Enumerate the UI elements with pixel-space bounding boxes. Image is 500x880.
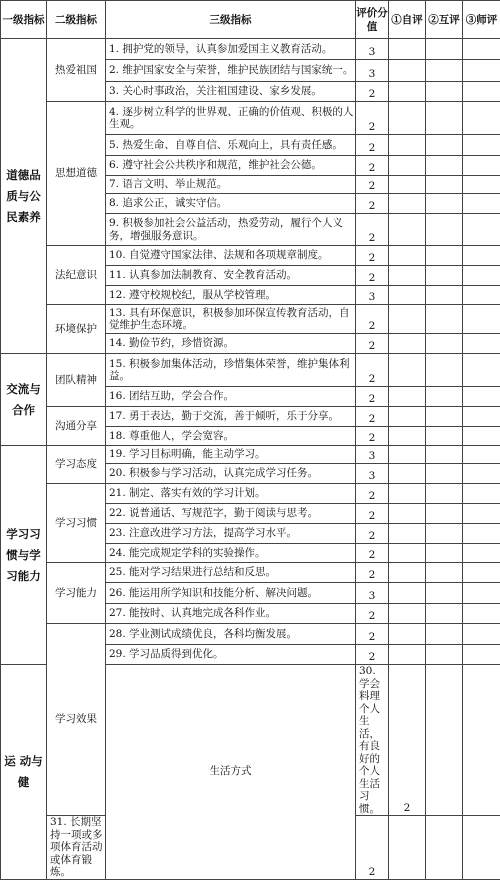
criterion-text: 17. 勇于表达，勤于交流，善于倾听，乐于分享。 bbox=[106, 407, 356, 427]
peer-eval-cell[interactable] bbox=[426, 504, 463, 524]
level1-cell: 学习习惯与学习能力 bbox=[1, 446, 47, 665]
criterion-text: 15. 积极参加集体活动，珍惜集体荣誉，维护集体利益。 bbox=[106, 354, 356, 387]
peer-eval-cell[interactable] bbox=[426, 583, 463, 604]
score-value: 2 bbox=[356, 334, 389, 354]
header-level3: 三级指标 bbox=[106, 1, 356, 39]
score-value: 2 bbox=[356, 266, 389, 286]
header-level2: 二级指标 bbox=[47, 1, 106, 39]
level2-cell-environment: 环境保护 bbox=[47, 305, 106, 354]
header-level1: 一级指标 bbox=[1, 1, 47, 39]
peer-eval-cell[interactable] bbox=[426, 387, 463, 407]
criterion-text: 26. 能运用所学知识和技能分析、解决问题。 bbox=[106, 583, 356, 604]
score-value: 2 bbox=[356, 102, 389, 135]
peer-eval-cell[interactable] bbox=[426, 354, 463, 387]
teacher-eval-cell[interactable] bbox=[463, 464, 500, 484]
score-value: 3 bbox=[356, 286, 389, 305]
peer-eval-cell[interactable] bbox=[426, 816, 463, 880]
self-eval-cell[interactable] bbox=[389, 484, 426, 504]
criterion-text: 4. 逐步树立科学的世界观、正确的价值观、积极的人生观。 bbox=[106, 102, 356, 135]
self-eval-cell[interactable] bbox=[389, 334, 426, 354]
self-eval-cell[interactable] bbox=[389, 464, 426, 484]
peer-eval-cell[interactable] bbox=[426, 464, 463, 484]
teacher-eval-cell[interactable] bbox=[463, 305, 500, 334]
criterion-text: 22. 说普通话、写规范字，勤于阅读与思考。 bbox=[106, 504, 356, 524]
criterion-text: 29. 学习品质得到优化。 bbox=[106, 645, 356, 665]
self-eval-cell[interactable] bbox=[389, 246, 426, 266]
criterion-text: 19. 学习目标明确，能主动学习。 bbox=[106, 446, 356, 464]
self-eval-cell[interactable] bbox=[389, 305, 426, 334]
peer-eval-cell[interactable] bbox=[426, 407, 463, 427]
teacher-eval-cell[interactable] bbox=[463, 266, 500, 286]
peer-eval-cell[interactable] bbox=[426, 484, 463, 504]
score-value: 3 bbox=[356, 39, 389, 60]
teacher-eval-cell[interactable] bbox=[463, 446, 500, 464]
score-value: 2 bbox=[356, 624, 389, 645]
peer-eval-cell[interactable] bbox=[463, 665, 500, 816]
score-value: 2 bbox=[356, 645, 389, 665]
criterion-text: 16. 团结互助，学会合作。 bbox=[106, 387, 356, 407]
criterion-text: 28. 学业测试成绩优良，各科均衡发展。 bbox=[106, 624, 356, 645]
criterion-text: 3. 关心时事政治，关注祖国建设、家乡发展。 bbox=[106, 82, 356, 102]
teacher-eval-cell[interactable] bbox=[463, 524, 500, 544]
teacher-eval-cell[interactable] bbox=[463, 427, 500, 446]
teacher-eval-cell[interactable] bbox=[463, 504, 500, 524]
self-eval-cell[interactable] bbox=[389, 645, 426, 665]
score-value: 2 bbox=[389, 665, 426, 816]
level2-cell-outcome: 学习效果 bbox=[47, 624, 106, 816]
table-row bbox=[1, 484, 500, 504]
score-value: 3 bbox=[356, 446, 389, 464]
criterion-text: 24. 能完成规定学科的实验操作。 bbox=[106, 544, 356, 563]
self-eval-cell[interactable] bbox=[389, 524, 426, 544]
self-eval-cell[interactable] bbox=[389, 39, 426, 60]
self-eval-cell[interactable] bbox=[389, 387, 426, 407]
self-eval-cell[interactable] bbox=[389, 563, 426, 583]
peer-eval-cell[interactable] bbox=[426, 82, 463, 102]
score-value: 2 bbox=[356, 246, 389, 266]
table-row bbox=[1, 446, 500, 464]
peer-eval-cell[interactable] bbox=[426, 604, 463, 624]
teacher-eval-cell[interactable] bbox=[463, 624, 500, 645]
criterion-text: 7. 语言文明、举止规范。 bbox=[106, 176, 356, 194]
peer-eval-cell[interactable] bbox=[426, 544, 463, 563]
score-value: 2 bbox=[356, 544, 389, 563]
criterion-text: 30. 学会料理个人生活，有良好的个人生活习惯。 bbox=[356, 665, 389, 816]
peer-eval-cell[interactable] bbox=[426, 427, 463, 446]
self-eval-cell[interactable] bbox=[389, 214, 426, 246]
self-eval-cell[interactable] bbox=[389, 60, 426, 82]
criterion-text: 23. 注意改进学习方法，提高学习水平。 bbox=[106, 524, 356, 544]
score-value: 2 bbox=[356, 387, 389, 407]
table-row bbox=[1, 624, 500, 645]
criterion-text: 21. 制定、落实有效的学习计划。 bbox=[106, 484, 356, 504]
peer-eval-cell[interactable] bbox=[426, 266, 463, 286]
table-body bbox=[1, 39, 500, 880]
score-value: 2 bbox=[356, 524, 389, 544]
table-row bbox=[1, 39, 500, 60]
score-value: 2 bbox=[356, 604, 389, 624]
score-value: 2 bbox=[356, 135, 389, 156]
self-eval-cell[interactable] bbox=[389, 427, 426, 446]
score-value: 2 bbox=[356, 194, 389, 214]
self-eval-cell[interactable] bbox=[389, 354, 426, 387]
score-value: 2 bbox=[356, 176, 389, 194]
peer-eval-cell[interactable] bbox=[426, 194, 463, 214]
level1-cell: 运 动与 健 bbox=[1, 665, 47, 880]
teacher-eval-cell[interactable] bbox=[463, 39, 500, 60]
peer-eval-cell[interactable] bbox=[426, 624, 463, 645]
teacher-eval-cell[interactable] bbox=[463, 407, 500, 427]
header-score: 评价分值 bbox=[356, 1, 389, 39]
self-eval-cell[interactable] bbox=[389, 407, 426, 427]
header-teacher-eval: ③师评 bbox=[463, 1, 500, 39]
peer-eval-cell[interactable] bbox=[426, 60, 463, 82]
self-eval-cell[interactable] bbox=[389, 544, 426, 563]
score-value: 3 bbox=[356, 464, 389, 484]
level2-cell-morality: 思想道德 bbox=[47, 102, 106, 246]
criterion-text: 25. 能对学习结果进行总结和反思。 bbox=[106, 563, 356, 583]
criterion-text: 14. 勤俭节约，珍惜资源。 bbox=[106, 334, 356, 354]
teacher-eval-cell[interactable] bbox=[463, 583, 500, 604]
criterion-text: 1. 拥护党的领导，认真参加爱国主义教育活动。 bbox=[106, 39, 356, 60]
score-value: 2 bbox=[356, 407, 389, 427]
score-value: 2 bbox=[356, 156, 389, 176]
self-eval-cell[interactable] bbox=[389, 583, 426, 604]
criterion-text: 12. 遵守校规校纪，服从学校管理。 bbox=[106, 286, 356, 305]
criterion-text: 6. 遵守社会公共秩序和规范，维护社会公德。 bbox=[106, 156, 356, 176]
self-eval-cell[interactable] bbox=[389, 446, 426, 464]
peer-eval-cell[interactable] bbox=[426, 334, 463, 354]
score-value: 2 bbox=[356, 816, 389, 880]
teacher-eval-cell[interactable] bbox=[463, 286, 500, 305]
criterion-text: 31. 长期坚持一项或多项体育活动或体育锻炼。 bbox=[47, 816, 106, 880]
criterion-text: 20. 积极参与学习活动，认真完成学习任务。 bbox=[106, 464, 356, 484]
table-row bbox=[1, 407, 500, 427]
table-row bbox=[1, 563, 500, 583]
peer-eval-cell[interactable] bbox=[426, 156, 463, 176]
score-value: 2 bbox=[356, 427, 389, 446]
level1-cell: 交流与合作 bbox=[1, 354, 47, 446]
header-row bbox=[1, 1, 500, 39]
teacher-eval-cell[interactable] bbox=[463, 484, 500, 504]
score-value: 2 bbox=[356, 484, 389, 504]
teacher-eval-cell[interactable] bbox=[463, 387, 500, 407]
score-value: 3 bbox=[356, 60, 389, 82]
score-value: 2 bbox=[356, 305, 389, 334]
teacher-eval-cell[interactable] bbox=[463, 354, 500, 387]
teacher-eval-cell[interactable] bbox=[463, 645, 500, 665]
criterion-text: 10. 自觉遵守国家法律、法规和各项规章制度。 bbox=[106, 246, 356, 266]
self-eval-cell[interactable] bbox=[389, 176, 426, 194]
level2-cell-attitude: 学习态度 bbox=[47, 446, 106, 484]
teacher-eval-cell[interactable] bbox=[463, 176, 500, 194]
score-value: 2 bbox=[356, 214, 389, 246]
self-eval-cell[interactable] bbox=[389, 816, 426, 880]
self-eval-cell[interactable] bbox=[389, 286, 426, 305]
table-row bbox=[1, 354, 500, 387]
peer-eval-cell[interactable] bbox=[426, 286, 463, 305]
level2-cell-habits: 学习习惯 bbox=[47, 484, 106, 563]
header-self-eval: ①自评 bbox=[389, 1, 426, 39]
self-eval-cell[interactable] bbox=[426, 665, 463, 816]
score-value: 2 bbox=[356, 563, 389, 583]
peer-eval-cell[interactable] bbox=[426, 39, 463, 60]
level2-cell-communication: 沟通分享 bbox=[47, 407, 106, 446]
score-value: 3 bbox=[356, 583, 389, 604]
teacher-eval-cell[interactable] bbox=[463, 563, 500, 583]
table-row bbox=[1, 102, 500, 135]
peer-eval-cell[interactable] bbox=[426, 305, 463, 334]
criterion-text: 27. 能按时、认真地完成各科作业。 bbox=[106, 604, 356, 624]
self-eval-cell[interactable] bbox=[389, 266, 426, 286]
self-eval-cell[interactable] bbox=[389, 102, 426, 135]
header-peer-eval: ②互评 bbox=[426, 1, 463, 39]
teacher-eval-cell[interactable] bbox=[463, 246, 500, 266]
level2-cell-law: 法纪意识 bbox=[47, 246, 106, 305]
teacher-eval-cell[interactable] bbox=[463, 102, 500, 135]
table-row bbox=[1, 246, 500, 266]
teacher-eval-cell[interactable] bbox=[463, 214, 500, 246]
peer-eval-cell[interactable] bbox=[426, 645, 463, 665]
self-eval-cell[interactable] bbox=[389, 156, 426, 176]
peer-eval-cell[interactable] bbox=[426, 214, 463, 246]
teacher-eval-cell[interactable] bbox=[463, 194, 500, 214]
peer-eval-cell[interactable] bbox=[426, 135, 463, 156]
self-eval-cell[interactable] bbox=[389, 504, 426, 524]
level2-cell-lifestyle: 生活方式 bbox=[106, 665, 356, 880]
score-value: 2 bbox=[356, 82, 389, 102]
peer-eval-cell[interactable] bbox=[426, 176, 463, 194]
teacher-eval-cell[interactable] bbox=[463, 156, 500, 176]
self-eval-cell[interactable] bbox=[389, 604, 426, 624]
teacher-eval-cell[interactable] bbox=[463, 604, 500, 624]
criterion-text: 13. 具有环保意识，积极参加环保宣传教育活动，自觉维护生态环境。 bbox=[106, 305, 356, 334]
self-eval-cell[interactable] bbox=[389, 135, 426, 156]
table-row bbox=[1, 305, 500, 334]
self-eval-cell[interactable] bbox=[389, 82, 426, 102]
teacher-eval-cell[interactable] bbox=[463, 82, 500, 102]
criterion-text: 8. 追求公正，诚实守信。 bbox=[106, 194, 356, 214]
peer-eval-cell[interactable] bbox=[426, 563, 463, 583]
teacher-eval-cell[interactable] bbox=[463, 816, 500, 880]
teacher-eval-cell[interactable] bbox=[463, 135, 500, 156]
peer-eval-cell[interactable] bbox=[426, 524, 463, 544]
self-eval-cell[interactable] bbox=[389, 194, 426, 214]
peer-eval-cell[interactable] bbox=[426, 246, 463, 266]
level2-cell-patriotism: 热爱祖国 bbox=[47, 39, 106, 102]
level1-cell: 道德品质与公民素养 bbox=[1, 39, 47, 354]
criterion-text: 9. 积极参加社会公益活动，热爱劳动，履行个人义务，增强服务意识。 bbox=[106, 214, 356, 246]
criterion-text: 2. 维护国家安全与荣誉，维护民族团结与国家统一。 bbox=[106, 60, 356, 82]
criterion-text: 5. 热爱生命、自尊自信、乐观向上，具有责任感。 bbox=[106, 135, 356, 156]
criterion-text: 18. 尊重他人，学会宽容。 bbox=[106, 427, 356, 446]
teacher-eval-cell[interactable] bbox=[463, 334, 500, 354]
teacher-eval-cell[interactable] bbox=[463, 544, 500, 563]
score-value: 2 bbox=[356, 504, 389, 524]
self-eval-cell[interactable] bbox=[389, 624, 426, 645]
score-value: 2 bbox=[356, 354, 389, 387]
criterion-text: 11. 认真参加法制教育、安全教育活动。 bbox=[106, 266, 356, 286]
peer-eval-cell[interactable] bbox=[426, 102, 463, 135]
peer-eval-cell[interactable] bbox=[426, 446, 463, 464]
level2-cell-ability: 学习能力 bbox=[47, 563, 106, 624]
teacher-eval-cell[interactable] bbox=[463, 60, 500, 82]
level2-cell-teamwork: 团队精神 bbox=[47, 354, 106, 407]
